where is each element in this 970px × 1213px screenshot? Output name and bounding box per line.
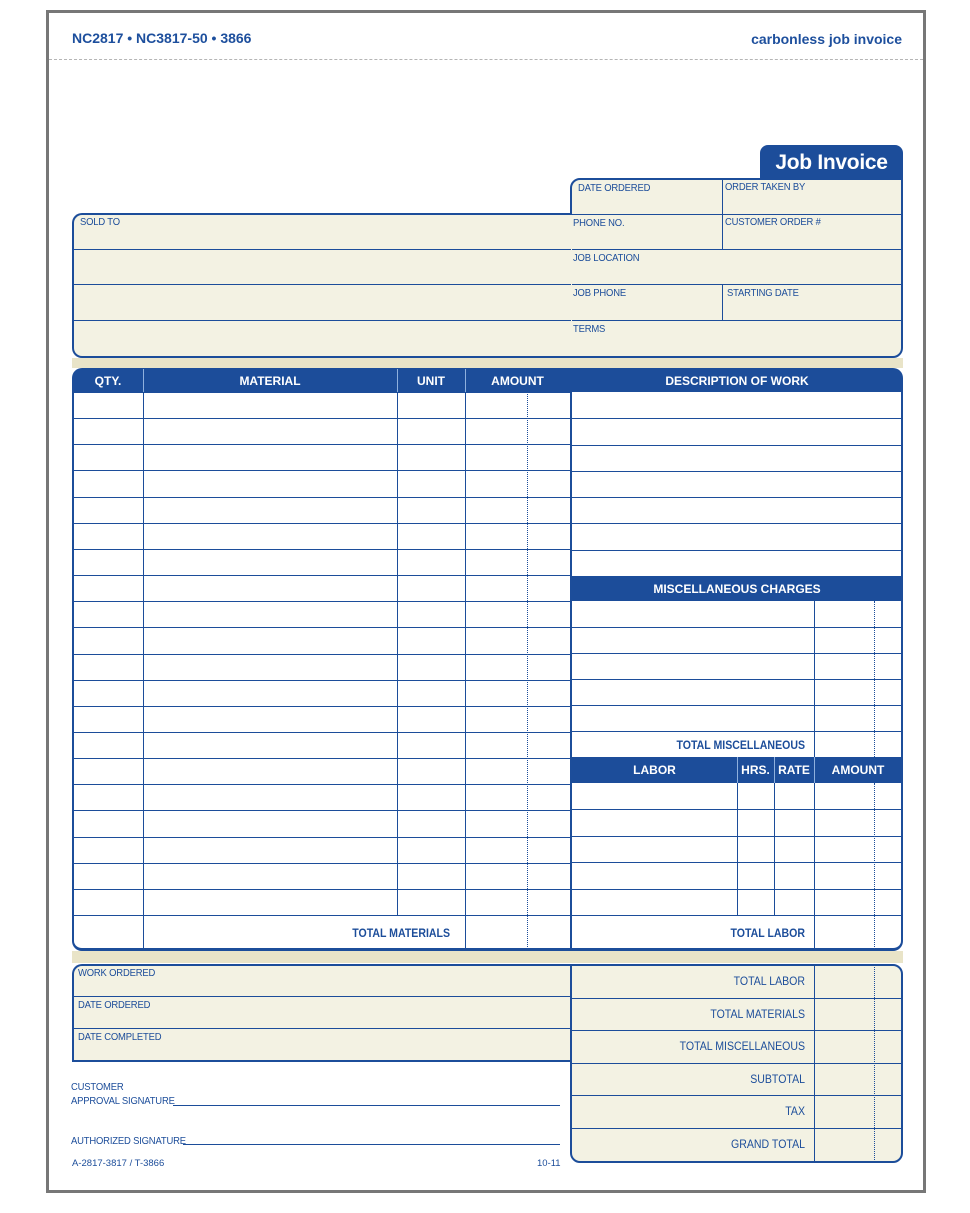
- totals-label-tax: TAX: [785, 1104, 805, 1118]
- form-code-footer: A-2817-3817 / T-3866: [72, 1158, 165, 1169]
- misc-cents-divider: [874, 601, 875, 757]
- total-labor-label: TOTAL LABOR: [730, 926, 805, 940]
- product-name: carbonless job invoice: [751, 31, 902, 47]
- form-codes: NC2817 • NC3817-50 • 3866: [72, 30, 252, 46]
- misc-amount-divider: [814, 601, 815, 757]
- customer-signature-label-1: CUSTOMER: [71, 1081, 124, 1093]
- materials-row[interactable]: [73, 707, 569, 732]
- description-row[interactable]: [572, 524, 902, 549]
- materials-row[interactable]: [73, 864, 569, 889]
- date-ordered-bottom-label: DATE ORDERED: [78, 999, 151, 1011]
- materials-row[interactable]: [73, 681, 569, 706]
- divider: [722, 179, 723, 214]
- unit-column-header: UNIT: [397, 374, 465, 388]
- misc-charges-header: MISCELLANEOUS CHARGES: [572, 576, 902, 601]
- materials-row[interactable]: [73, 602, 569, 627]
- divider: [571, 249, 902, 250]
- amount-column-header: AMOUNT: [465, 374, 570, 388]
- header-divider: [143, 369, 144, 392]
- divider: [73, 996, 571, 997]
- date-completed-label: DATE COMPLETED: [78, 1031, 162, 1043]
- divider: [571, 214, 902, 215]
- divider: [571, 320, 902, 321]
- materials-row[interactable]: [73, 838, 569, 863]
- description-header: DESCRIPTION OF WORK: [572, 369, 902, 392]
- totals-field-total-labor[interactable]: [815, 966, 901, 997]
- description-row[interactable]: [572, 393, 902, 418]
- sold-to-label: SOLD TO: [80, 216, 120, 228]
- material-column-header: MATERIAL: [143, 374, 397, 388]
- job-phone-label: JOB PHONE: [573, 287, 627, 299]
- rate-column-header: RATE: [774, 763, 814, 777]
- materials-row[interactable]: [73, 811, 569, 836]
- totals-field-tax[interactable]: [815, 1096, 901, 1127]
- materials-row[interactable]: [73, 655, 569, 680]
- description-row[interactable]: [572, 472, 902, 497]
- misc-row[interactable]: [572, 680, 902, 705]
- totals-label-total-materials: TOTAL MATERIALS: [710, 1007, 805, 1021]
- misc-row[interactable]: [572, 654, 902, 679]
- unit-divider: [465, 392, 466, 949]
- phone-no-label: PHONE NO.: [573, 217, 625, 229]
- header-divider: [814, 757, 815, 783]
- misc-row[interactable]: [572, 602, 902, 627]
- total-materials-label: TOTAL MATERIALS: [352, 926, 450, 940]
- materials-row[interactable]: [73, 550, 569, 575]
- labor-column-header: LABOR: [572, 763, 737, 777]
- materials-row[interactable]: [73, 576, 569, 601]
- order-taken-by-label: ORDER TAKEN BY: [725, 181, 806, 193]
- totals-label-total-miscellaneous: TOTAL MISCELLANEOUS: [679, 1039, 805, 1053]
- misc-row-line: [572, 731, 902, 732]
- qty-column-header: QTY.: [73, 374, 143, 388]
- description-row[interactable]: [572, 419, 902, 444]
- divider: [571, 284, 902, 285]
- materials-row[interactable]: [73, 890, 569, 915]
- materials-row[interactable]: [73, 393, 569, 418]
- totals-label-total-labor: TOTAL LABOR: [733, 974, 805, 988]
- job-location-label: JOB LOCATION: [573, 252, 640, 264]
- materials-row[interactable]: [73, 733, 569, 758]
- date-completed-field[interactable]: [73, 1042, 570, 1060]
- header-divider: [397, 369, 398, 392]
- divider: [722, 214, 723, 249]
- totals-field-total-miscellaneous[interactable]: [815, 1031, 901, 1062]
- qty-divider: [143, 392, 144, 949]
- authorized-signature-line[interactable]: [183, 1144, 560, 1145]
- materials-row[interactable]: [73, 759, 569, 784]
- header-divider: [737, 757, 738, 783]
- date-ordered-field[interactable]: [73, 1010, 570, 1028]
- totals-label-grand-total: GRAND TOTAL: [731, 1137, 805, 1151]
- separator-strip: [72, 358, 903, 368]
- customer-signature-label-2: APPROVAL SIGNATURE: [71, 1095, 175, 1107]
- materials-row[interactable]: [73, 419, 569, 444]
- description-row[interactable]: [572, 551, 902, 576]
- hrs-column-header: HRS.: [737, 763, 774, 777]
- total-misc-label: TOTAL MISCELLANEOUS: [676, 738, 805, 752]
- total-materials-field[interactable]: [466, 916, 569, 948]
- customer-signature-line[interactable]: [173, 1105, 560, 1106]
- customer-order-label: CUSTOMER ORDER #: [725, 216, 821, 228]
- rate-divider: [774, 783, 775, 915]
- form-title: Job Invoice: [775, 151, 888, 174]
- divider: [722, 284, 723, 320]
- description-row[interactable]: [572, 498, 902, 523]
- total-labor-field[interactable]: [815, 916, 901, 948]
- materials-row[interactable]: [73, 445, 569, 470]
- material-divider: [397, 392, 398, 915]
- job-location-field[interactable]: [571, 262, 902, 284]
- misc-row[interactable]: [572, 628, 902, 653]
- materials-row[interactable]: [73, 785, 569, 810]
- materials-row[interactable]: [73, 498, 569, 523]
- totals-field-grand-total[interactable]: [815, 1129, 901, 1160]
- date-ordered-label: DATE ORDERED: [578, 182, 651, 194]
- cents-divider: [527, 392, 528, 949]
- work-ordered-label: WORK ORDERED: [78, 967, 156, 979]
- labor-amount-column-header: AMOUNT: [814, 763, 902, 777]
- hrs-divider: [737, 783, 738, 915]
- separator-strip: [72, 951, 903, 963]
- terms-field[interactable]: [571, 335, 902, 357]
- totals-field-total-materials[interactable]: [815, 999, 901, 1030]
- perforation-line: [49, 59, 923, 60]
- divider: [73, 1028, 571, 1029]
- materials-row[interactable]: [73, 524, 569, 549]
- header-divider: [774, 757, 775, 783]
- materials-row[interactable]: [73, 471, 569, 496]
- authorized-signature-label: AUTHORIZED SIGNATURE: [71, 1135, 186, 1147]
- form-title-tab: [760, 145, 903, 179]
- totals-label-subtotal: SUBTOTAL: [750, 1072, 805, 1086]
- misc-row[interactable]: [572, 706, 902, 731]
- starting-date-label: STARTING DATE: [727, 287, 799, 299]
- description-row[interactable]: [572, 446, 902, 471]
- totals-field-subtotal[interactable]: [815, 1064, 901, 1095]
- date-code-footer: 10-11: [537, 1158, 561, 1169]
- header-divider: [465, 369, 466, 392]
- materials-row[interactable]: [73, 628, 569, 653]
- sold-to-field[interactable]: [73, 230, 571, 357]
- terms-label: TERMS: [573, 323, 606, 335]
- work-ordered-field[interactable]: [73, 978, 570, 996]
